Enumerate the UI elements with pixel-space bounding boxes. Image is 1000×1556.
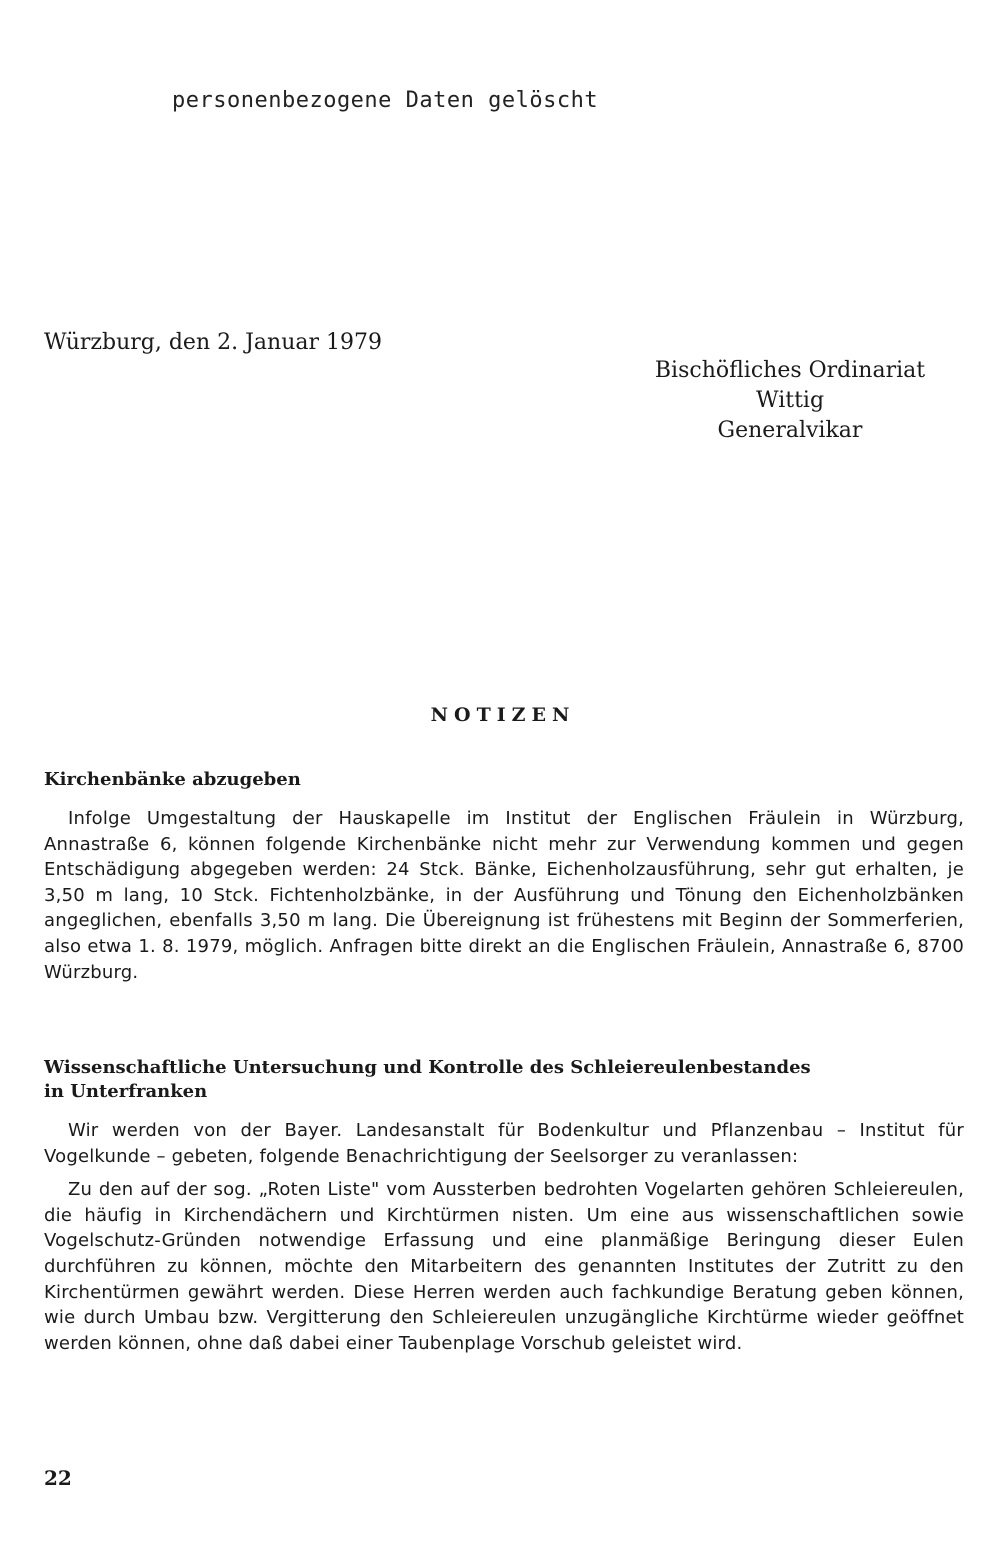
page-number: 22 [44,1466,72,1490]
letter-date-line: Würzburg, den 2. Januar 1979 [44,330,382,355]
article-pews [44,768,964,985]
letter-signature [600,356,980,446]
signature-office: Bischöfliches Ordinariat [654,358,926,383]
article-paragraph: Zu den auf der sog. „Roten Liste" vom Aussterben bedrohten Vogelarten gehören Schleiereulen, die häufig in Kirchendächern und Kirchtürmen nisten. Um eine aus wissenschaftlichen sowie Vogelschutz-Gründen notwendige Erfassung und eine planmäßige Beringung dieser Eulen durchführen zu können, möchte den Mitarbeitern des genannten Institutes der Zutritt zu den Kirchentürmen gewährt werden. Diese Herren werden auch fachkundige Beratung geben können, wie durch Umbau bzw. Vergitterung den Schleiereulen unzugängliche Kirchtürme wieder geöffnet werden können, ohne daß dabei einer Taubenplage Vorschub geleistet wird. [44,1179,964,1354]
article-barn-owls [44,1056,964,1356]
article-paragraph: Infolge Umgestaltung der Hauskapelle im Institut der Englischen Fräulein in Würzburg, Annastraße 6, können folgende Kirchenbänke nicht mehr zur Verwendung kommen und gegen Entschädigung abgegeben werden: 24 Stck. Bänke, Eichenholzausführung, sehr gut erhalten, je 3,50 m lang, 10 Stck. Fichtenholzbänke, in der Ausführung und Tönung den Eichenholzbänken angeglichen, ebenfalls 3,50 m lang. Die Übereignung ist frühestens mit Beginn der Sommerferien, also etwa 1. 8. 1979, möglich. Anfragen bitte direkt an die Englischen Fräulein, Annastraße 6, 8700 Würzburg. [44,808,964,983]
article-heading: Kirchenbänke abzugeben [44,769,301,790]
signature-title: Generalvikar [717,418,863,443]
signature-name: Wittig [755,388,825,413]
section-heading: NOTIZEN [430,704,576,726]
article-heading-line-2: in Unterfranken [44,1081,208,1102]
article-heading [44,1056,964,1104]
article-heading-line-1: Wissenschaftliche Untersuchung und Kontrolle des Schleiereulenbestandes [44,1057,811,1078]
redaction-note: personenbezogene Daten gelöscht [172,88,599,113]
article-paragraph: Wir werden von der Bayer. Landesanstalt für Bodenkultur und Pflanzenbau – Institut für Vogelkunde – gebeten, folgende Benachrichtigung der Seelsorger zu veranlassen: [44,1120,964,1167]
